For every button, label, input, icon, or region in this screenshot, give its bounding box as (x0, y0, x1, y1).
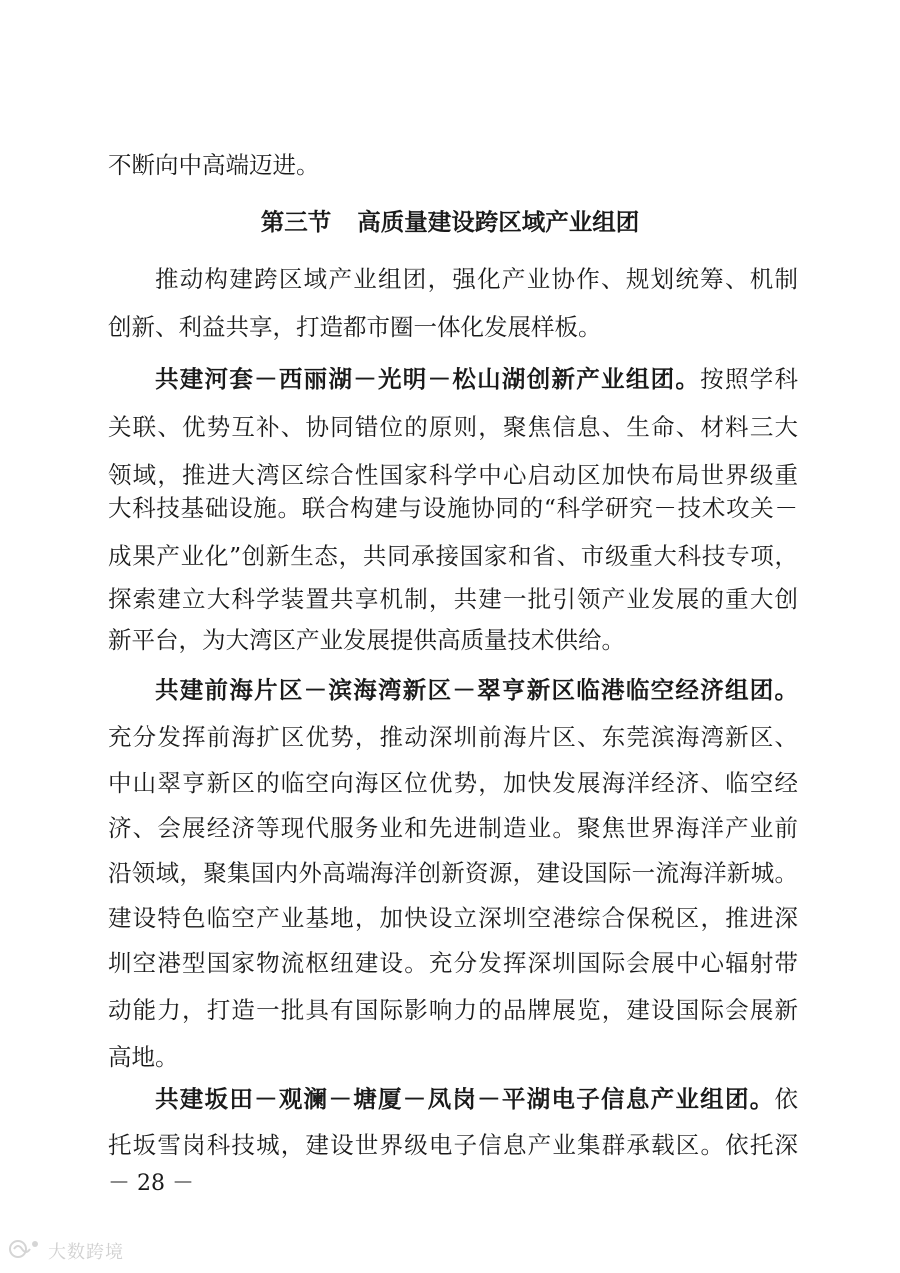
watermark (8, 1236, 124, 1266)
brand-logo-icon (8, 1236, 42, 1266)
p1-lead-line (155, 362, 798, 396)
p2-line: 中山翠亨新区的临空向海区位优势，加快发展海洋经济、临空经 (108, 769, 798, 797)
p2-line: 充分发挥前海扩区优势，推动深圳前海片区、东莞滨海湾新区、 (108, 723, 798, 751)
p1-line: 领域，推进大湾区综合性国家科学中心启动区加快布局世界级重 (108, 461, 798, 489)
p1-bold-lead: 共建河套－西丽湖－光明－松山湖创新产业组团。 (155, 365, 701, 393)
watermark-text: 大数跨境 (48, 1242, 124, 1263)
p2-line: 沿领域，聚集国内外高端海洋创新资源，建设国际一流海洋新城。 (108, 859, 798, 887)
p2-bold-lead: 共建前海片区－滨海湾新区－翠亨新区临港临空经济组团。 (155, 676, 798, 704)
p1-lead-rest: 按照学科 (700, 365, 799, 393)
p1-line: 大科技基础设施。联合构建与设施协同的“科学研究－技术攻关－ (108, 494, 798, 522)
p3-lead-rest: 依 (774, 1085, 798, 1113)
p2-line: 建设特色临空产业基地，加快设立深圳空港综合保税区，推进深 (108, 904, 798, 932)
p1-line: 成果产业化”创新生态，共同承接国家和省、市级重大科技专项， (108, 542, 798, 570)
section-title: 高质量建设跨区域产业组团 (357, 208, 640, 236)
section-heading (0, 205, 900, 239)
page-number: － 28 － (108, 1171, 194, 1196)
p2-line: 圳空港型国家物流枢纽建设。充分发挥深圳国际会展中心辐射带 (108, 949, 798, 977)
intro-line-1: 推动构建跨区域产业组团，强化产业协作、规划统筹、机制 (155, 265, 798, 293)
intro-line-2: 创新、利益共享，打造都市圈一体化发展样板。 (108, 313, 602, 341)
p2-line: 高地。 (108, 1043, 179, 1071)
p2-line: 济、会展经济等现代服务业和先进制造业。聚焦世界海洋产业前 (108, 814, 798, 842)
p1-line: 新平台，为大湾区产业发展提供高质量技术供给。 (108, 626, 625, 654)
p1-line: 探索建立大科学装置共享机制，共建一批引领产业发展的重大创 (108, 585, 798, 613)
p2-line: 动能力，打造一批具有国际影响力的品牌展览，建设国际会展新 (108, 996, 798, 1024)
continuation-line: 不断向中高端迈进。 (108, 151, 320, 179)
p3-line: 托坂雪岗科技城，建设世界级电子信息产业集群承载区。依托深 (108, 1131, 798, 1159)
p3-lead-line (155, 1082, 798, 1116)
section-number: 第三节 (260, 208, 332, 236)
p1-line: 关联、优势互补、协同错位的原则，聚焦信息、生命、材料三大 (108, 413, 798, 441)
p3-bold-lead: 共建坂田－观澜－塘厦－凤岗－平湖电子信息产业组团。 (155, 1085, 775, 1113)
